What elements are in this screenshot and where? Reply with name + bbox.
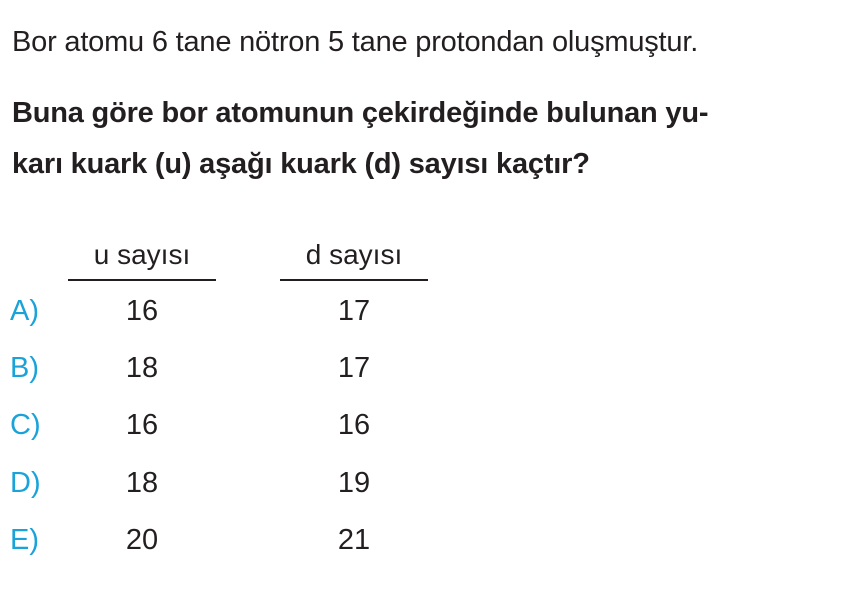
option-d-value: 17: [337, 352, 371, 384]
answer-option-b[interactable]: [0, 346, 854, 390]
option-u-value: 20: [125, 524, 159, 556]
answer-option-a[interactable]: [0, 289, 854, 333]
option-d-value: 21: [337, 524, 371, 556]
option-letter[interactable]: E): [10, 524, 39, 556]
answer-option-e[interactable]: [0, 518, 854, 562]
option-letter[interactable]: A): [10, 295, 39, 327]
column-divider-d: [280, 279, 428, 281]
question-line-1: Buna göre bor atomunun çekirdeğinde bulunan yu-: [12, 97, 709, 129]
answer-option-c[interactable]: [0, 403, 854, 447]
column-header-u: u sayısı: [93, 239, 191, 270]
option-letter[interactable]: D): [10, 467, 41, 499]
option-d-value: 17: [337, 295, 371, 327]
option-u-value: 18: [125, 467, 159, 499]
option-letter[interactable]: B): [10, 352, 39, 384]
option-u-value: 16: [125, 295, 159, 327]
question-line-2: karı kuark (u) aşağı kuark (d) sayısı kaçtır?: [12, 148, 590, 180]
question-prompt: [12, 88, 812, 190]
option-d-value: 16: [337, 409, 371, 441]
answer-option-d[interactable]: [0, 461, 854, 505]
option-u-value: 18: [125, 352, 159, 384]
option-letter[interactable]: C): [10, 409, 41, 441]
column-divider-u: [68, 279, 216, 281]
column-header-d: d sayısı: [305, 239, 403, 270]
question-stem: Bor atomu 6 tane nötron 5 tane protondan oluşmuştur.: [12, 26, 699, 58]
option-u-value: 16: [125, 409, 159, 441]
option-d-value: 19: [337, 467, 371, 499]
